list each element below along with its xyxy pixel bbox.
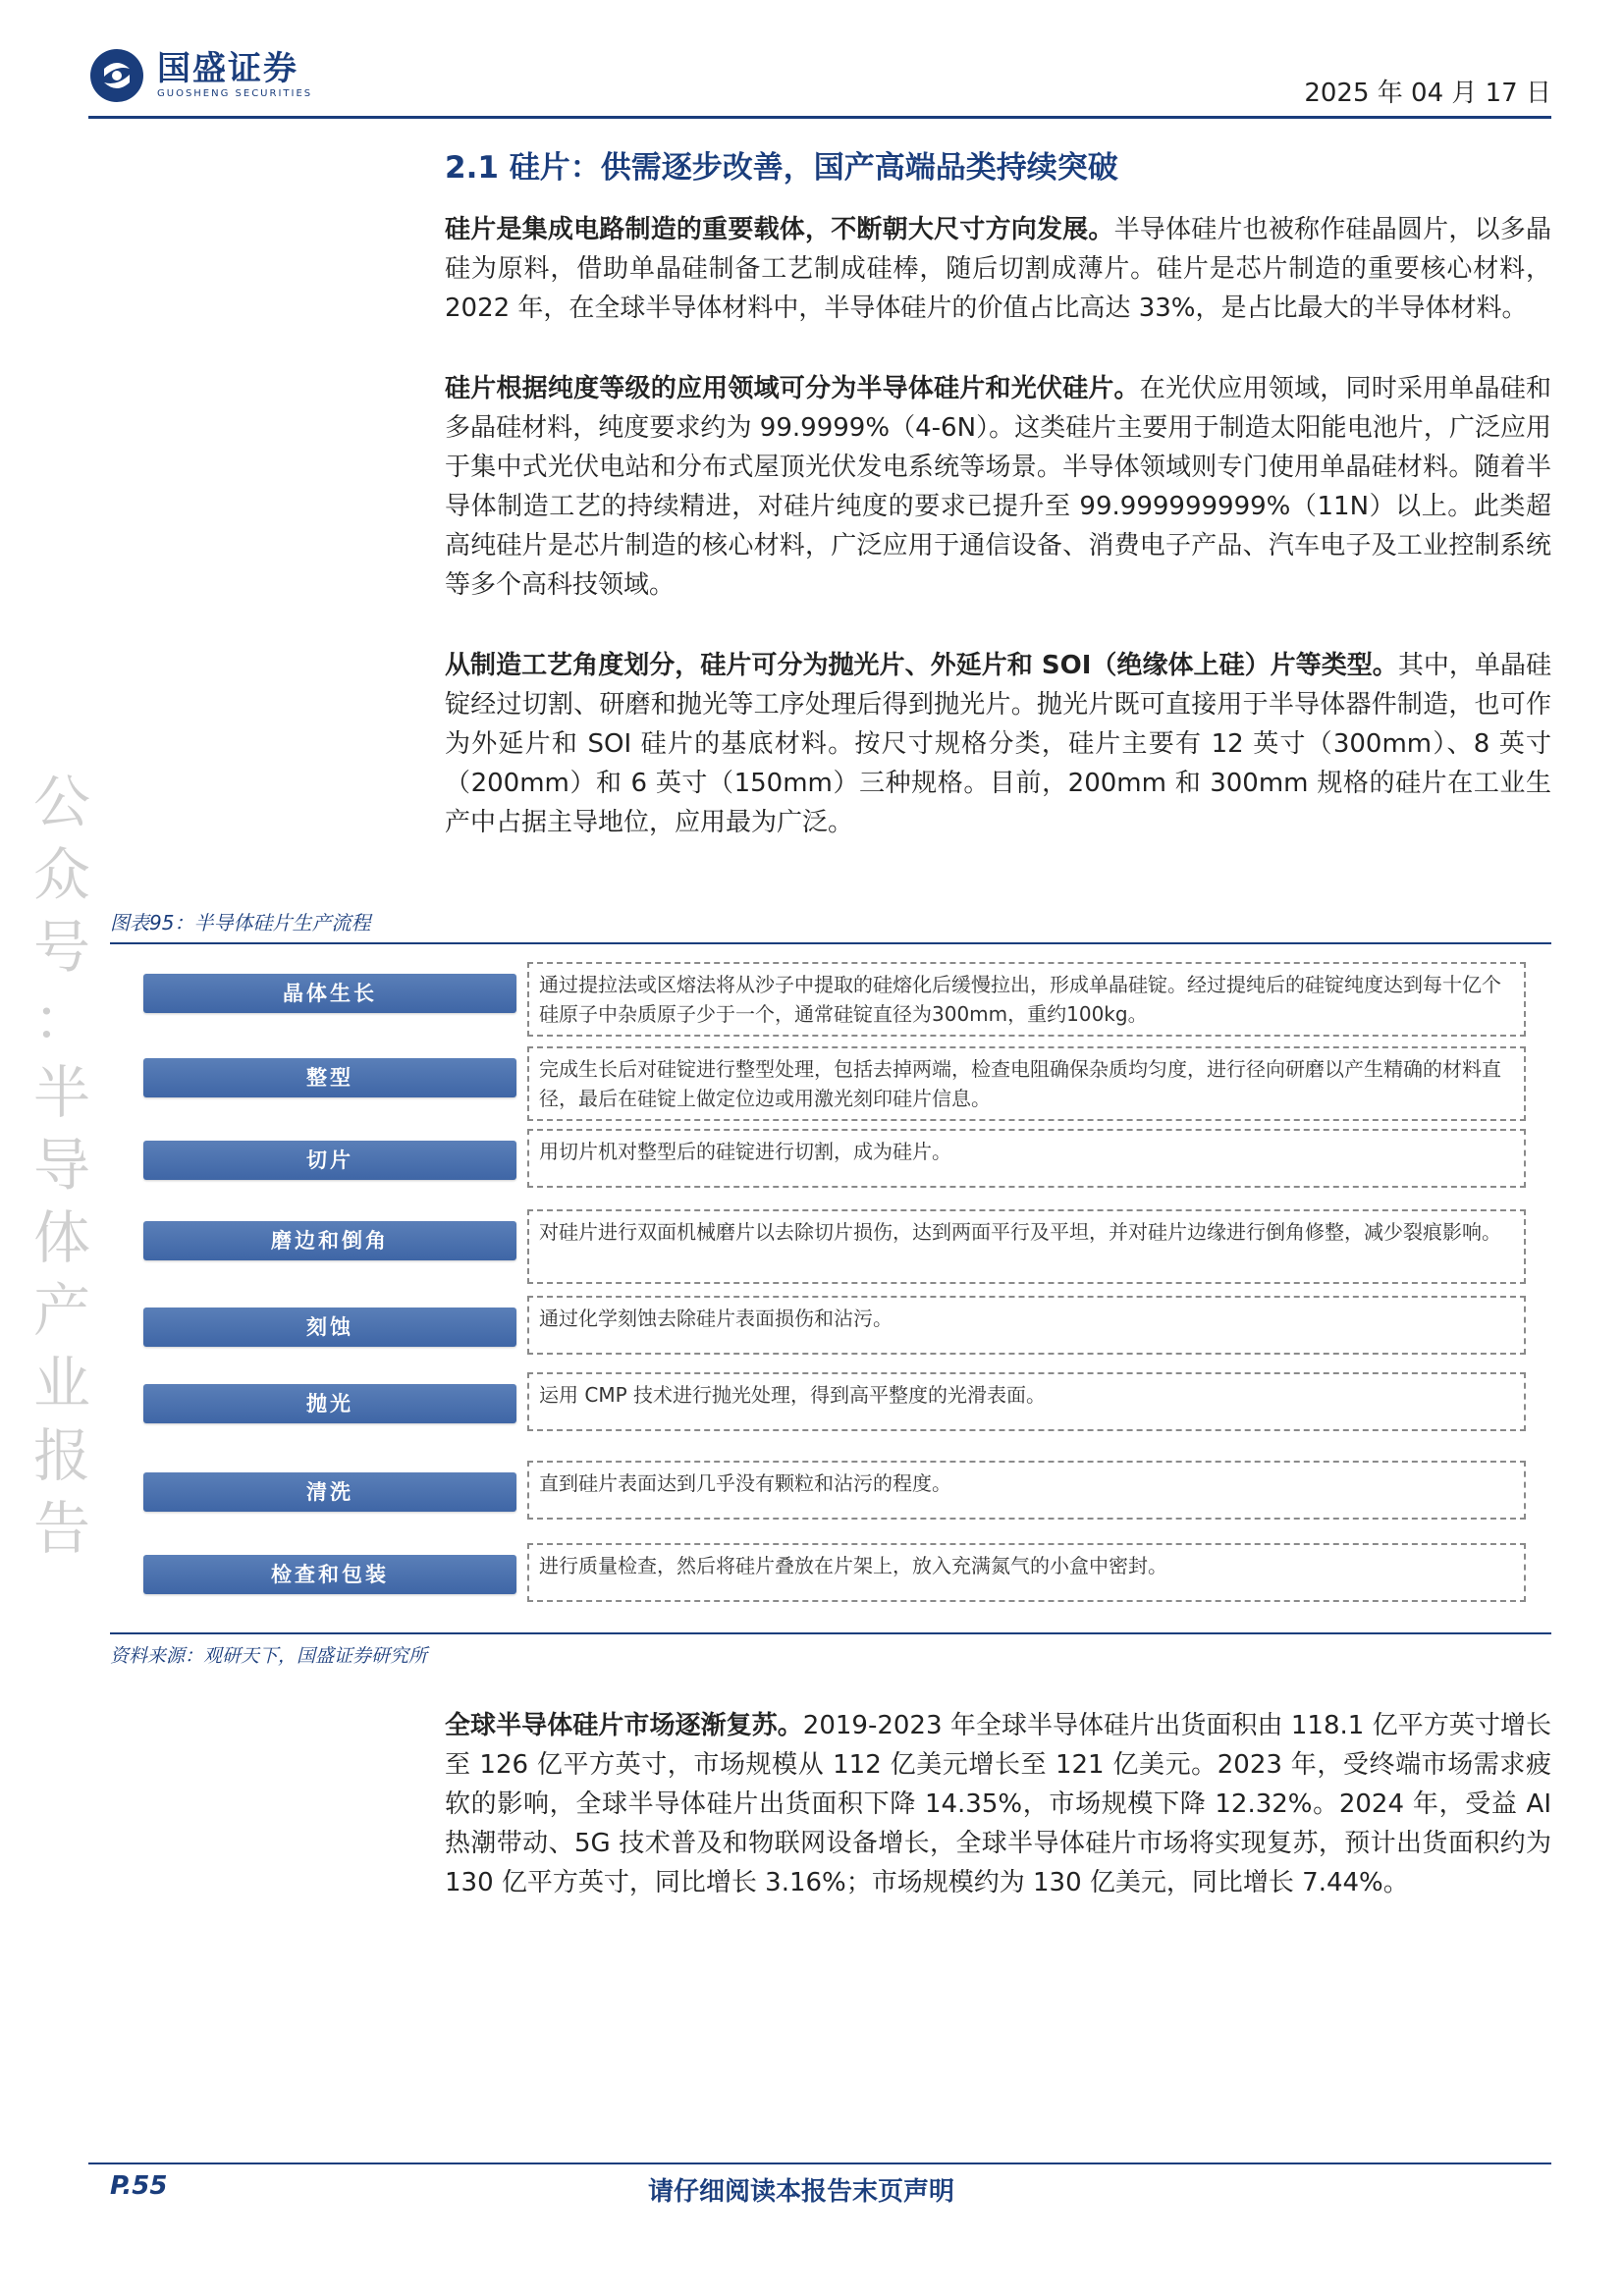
flow-step-name: 晶体生长 <box>143 974 516 1013</box>
flow-step-name: 切片 <box>143 1141 516 1180</box>
paragraph-lead: 硅片根据纯度等级的应用领域可分为半导体硅片和光伏硅片。 <box>445 374 1140 403</box>
watermark-char: 报 <box>32 1422 90 1489</box>
paragraph-lead: 从制造工艺角度划分，硅片可分为抛光片、外延片和 SOI（绝缘体上硅）片等类型。 <box>445 651 1398 680</box>
paragraph-body: 在光伏应用领域，同时采用单晶硅和多晶硅材料，纯度要求约为 99.9999%（4-6N）。这类硅片主要用于制造太阳能电池片，广泛应用于集中式光伏电站和分布式屋顶光伏发电系统等场景。半导体领域则专门使用单晶硅材料。随着半导体制造工艺的持续精进，对硅片纯度的要求已提升至 99.999999999%（11N）以上。此类超高纯硅片是芯片制造的核心材料，广泛应用于通信设备、消费电子产品、汽车电子及工业控制系统等多个高科技领域。 <box>445 374 1551 600</box>
flow-step <box>139 1461 1534 1520</box>
flow-step-desc: 通过提拉法或区熔法将从沙子中提取的硅熔化后缓慢拉出，形成单晶硅锭。经过提纯后的硅锭纯度达到每十亿个硅原子中杂质原子少于一个，通常硅锭直径为300mm，重约100kg。 <box>527 962 1526 1037</box>
flow-step <box>139 1296 1534 1355</box>
logo-name-en: GUOSHENG SECURITIES <box>157 88 313 99</box>
watermark-char: 业 <box>32 1350 90 1416</box>
watermark-char: 导 <box>32 1132 90 1199</box>
report-date: 2025 年 04 月 17 日 <box>1304 79 1551 108</box>
flow-step <box>139 1129 1534 1188</box>
flow-step-name: 抛光 <box>143 1384 516 1423</box>
process-flow-diagram <box>139 962 1534 1615</box>
page-number: P.55 <box>110 2171 168 2201</box>
flow-step-name: 整型 <box>143 1058 516 1097</box>
flow-step-name: 清洗 <box>143 1472 516 1512</box>
watermark-char: 半 <box>32 1059 90 1126</box>
watermark-char: 众 <box>32 841 90 908</box>
flow-step-name: 磨边和倒角 <box>143 1221 516 1260</box>
figure-source: 资料来源：观研天下，国盛证券研究所 <box>110 1645 428 1667</box>
disclaimer-note: 请仔细阅读本报告末页声明 <box>648 2177 955 2207</box>
flow-step-desc: 通过化学刻蚀去除硅片表面损伤和沾污。 <box>527 1296 1526 1355</box>
figure-bottom-rule <box>110 1632 1551 1634</box>
footer-divider <box>88 2163 1551 2164</box>
header-divider <box>88 116 1551 119</box>
flow-step-desc: 用切片机对整型后的硅锭进行切割，成为硅片。 <box>527 1129 1526 1188</box>
flow-step-desc: 直到硅片表面达到几乎没有颗粒和沾污的程度。 <box>527 1461 1526 1520</box>
watermark-char: 体 <box>32 1204 90 1271</box>
watermark-char: 号 <box>32 914 90 981</box>
flow-step <box>139 1543 1534 1602</box>
flow-step-desc: 运用 CMP 技术进行抛光处理，得到高平整度的光滑表面。 <box>527 1372 1526 1431</box>
paragraph <box>445 646 1551 842</box>
company-logo <box>88 47 312 104</box>
paragraph-lead: 硅片是集成电路制造的重要载体，不断朝大尺寸方向发展。 <box>445 215 1114 244</box>
figure-top-rule <box>110 942 1551 944</box>
main-content-bottom <box>445 1706 1551 1944</box>
figure-label: 图表95：半导体硅片生产流程 <box>110 911 371 934</box>
flow-step <box>139 962 1534 1026</box>
main-content-top <box>445 137 1551 883</box>
watermark-char: 公 <box>32 769 90 835</box>
flow-step-desc: 完成生长后对硅锭进行整型处理，包括去掉两端，检查电阻确保杂质均匀度，进行径向研磨以产生精确的材料直径，最后在硅锭上做定位边或用激光刻印硅片信息。 <box>527 1046 1526 1121</box>
paragraph <box>445 1706 1551 1902</box>
watermark-char: 产 <box>32 1277 90 1344</box>
flow-step <box>139 1209 1534 1268</box>
paragraph-body: 半导体硅片也被称作硅晶圆片，以多晶硅为原料，借助单晶硅制备工艺制成硅棒，随后切割成薄片。硅片是芯片制造的重要核心材料，2022 年，在全球半导体材料中，半导体硅片的价值占比高达 33%，是占比最大的半导体材料。 <box>445 215 1551 323</box>
watermark-char: 告 <box>32 1495 90 1562</box>
paragraph <box>445 369 1551 605</box>
flow-step <box>139 1372 1534 1431</box>
flow-step <box>139 1046 1534 1110</box>
watermark-char: ： <box>32 987 90 1053</box>
logo-name-cn: 国盛证券 <box>157 49 298 88</box>
section-title: 2.1 硅片：供需逐步改善，国产高端品类持续突破 <box>445 150 1118 186</box>
paragraph-lead: 全球半导体硅片市场逐渐复苏。 <box>445 1711 803 1740</box>
paragraph-body: 其中，单晶硅锭经过切割、研磨和抛光等工序处理后得到抛光片。抛光片既可直接用于半导体器件制造，也可作为外延片和 SOI 硅片的基底材料。按尺寸规格分类，硅片主要有 12 英寸（300mm）、8 英寸（200mm）和 6 英寸（150mm）三种规格。目前，200mm 和 300mm 规格的硅片在工业生产中占据主导地位，应用最为广泛。 <box>445 651 1551 837</box>
guosheng-logo-icon <box>88 47 145 104</box>
flow-step-name: 刻蚀 <box>143 1308 516 1347</box>
side-watermark <box>27 766 96 1565</box>
paragraph <box>445 210 1551 328</box>
page-header <box>88 47 1551 116</box>
flow-step-name: 检查和包装 <box>143 1555 516 1594</box>
paragraph-body: 2019-2023 年全球半导体硅片出货面积由 118.1 亿平方英寸增长至 126 亿平方英寸，市场规模从 112 亿美元增长至 121 亿美元。2023 年，受终端市场需求疲软的影响，全球半导体硅片出货面积下降 14.35%，市场规模下降 12.32%。2024 年，受益 AI 热潮带动、5G 技术普及和物联网设备增长，全球半导体硅片市场将实现复苏，预计出货面积约为 130 亿平方英寸，同比增长 3.16%；市场规模约为 130 亿美元，同比增长 7.44%。 <box>445 1711 1551 1897</box>
flow-step-desc: 进行质量检查，然后将硅片叠放在片架上，放入充满氮气的小盒中密封。 <box>527 1543 1526 1602</box>
flow-step-desc: 对硅片进行双面机械磨片以去除切片损伤，达到两面平行及平坦，并对硅片边缘进行倒角修整，减少裂痕影响。 <box>527 1209 1526 1284</box>
